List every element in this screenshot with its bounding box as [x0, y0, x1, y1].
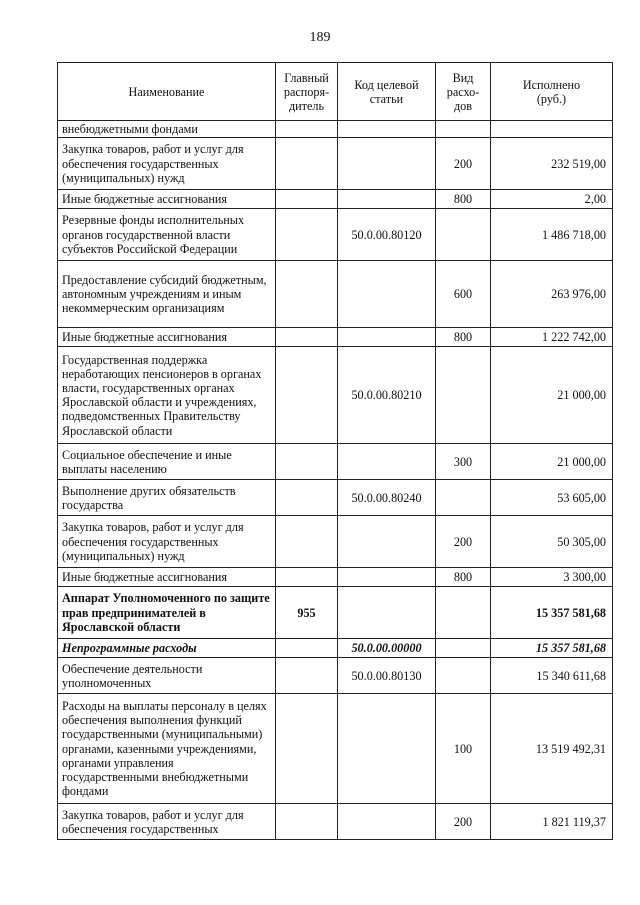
- cell-manager: 955: [276, 587, 338, 639]
- table-row: [58, 347, 613, 444]
- cell-manager: [276, 658, 338, 694]
- cell-name: Резервные фонды исполнительных органов государственной власти субъектов Российской Федерации: [58, 209, 276, 261]
- cell-target-code: [338, 516, 436, 568]
- table-row: [58, 694, 613, 804]
- cell-name: Выполнение других обязательств государства: [58, 480, 276, 516]
- cell-expense-type: 600: [436, 261, 491, 328]
- cell-manager: [276, 261, 338, 328]
- cell-target-code: [338, 694, 436, 804]
- table-row: [58, 480, 613, 516]
- table-row: [58, 328, 613, 347]
- cell-expense-type: 100: [436, 694, 491, 804]
- cell-manager: [276, 516, 338, 568]
- cell-amount: 15 340 611,68: [491, 658, 613, 694]
- table-row: [58, 568, 613, 587]
- cell-target-code: 50.0.00.80210: [338, 347, 436, 444]
- header-target-code-line2: статьи: [369, 91, 404, 106]
- cell-manager: [276, 138, 338, 190]
- cell-expense-type: 800: [436, 568, 491, 587]
- cell-target-code: 50.0.00.80120: [338, 209, 436, 261]
- header-executed-line1: Исполнено: [522, 77, 581, 92]
- cell-expense-type: [436, 209, 491, 261]
- cell-name: внебюджетными фондами: [58, 121, 276, 138]
- cell-name: Закупка товаров, работ и услуг для обеспечения государственных (муниципальных) нужд: [58, 138, 276, 190]
- page-number: 189: [309, 30, 331, 45]
- cell-name: Аппарат Уполномоченного по защите прав предпринимателей в Ярославской области: [58, 587, 276, 639]
- cell-manager: [276, 328, 338, 347]
- table-row: [58, 516, 613, 568]
- cell-amount: 263 976,00: [491, 261, 613, 328]
- cell-amount: 1 821 119,37: [491, 804, 613, 840]
- cell-target-code: 50.0.00.00000: [338, 639, 436, 658]
- cell-target-code: 50.0.00.80240: [338, 480, 436, 516]
- cell-name: Закупка товаров, работ и услуг для обеспечения государственных: [58, 804, 276, 840]
- table-row: [58, 190, 613, 209]
- cell-target-code: [338, 587, 436, 639]
- cell-target-code: [338, 261, 436, 328]
- header-manager-line2: распоря-: [283, 84, 330, 99]
- header-manager: [276, 63, 338, 121]
- cell-expense-type: 300: [436, 444, 491, 480]
- cell-name: Государственная поддержка неработающих пенсионеров в органах власти, государственных органах Ярославской области и учреждениях, подведомственных Правительству Ярославской области: [58, 347, 276, 444]
- cell-name: Расходы на выплаты персоналу в целях обеспечения выполнения функций государственными (муниципальными) органами, казенными учреждениями, органами управления государственными внебюджетными фондами: [58, 694, 276, 804]
- cell-target-code: [338, 328, 436, 347]
- table-row: [58, 209, 613, 261]
- table-row-department: [58, 587, 613, 639]
- cell-target-code: [338, 121, 436, 138]
- header-executed-line2: (руб.): [536, 91, 567, 106]
- cell-manager: [276, 480, 338, 516]
- cell-target-code: [338, 138, 436, 190]
- cell-name: Закупка товаров, работ и услуг для обеспечения государственных (муниципальных) нужд: [58, 516, 276, 568]
- cell-target-code: [338, 568, 436, 587]
- cell-manager: [276, 209, 338, 261]
- table-row: [58, 121, 613, 138]
- cell-expense-type: 200: [436, 516, 491, 568]
- cell-amount: 1 486 718,00: [491, 209, 613, 261]
- cell-amount: 21 000,00: [491, 444, 613, 480]
- cell-name: Обеспечение деятельности уполномоченных: [58, 658, 276, 694]
- cell-manager: [276, 444, 338, 480]
- cell-name: Предоставление субсидий бюджетным, автономным учреждениям и иным некоммерческим организациям: [58, 261, 276, 328]
- table-row: [58, 444, 613, 480]
- table-row: [58, 804, 613, 840]
- cell-manager: [276, 568, 338, 587]
- table-row: [58, 261, 613, 328]
- header-target-code: [338, 63, 436, 121]
- cell-expense-type: 200: [436, 138, 491, 190]
- cell-name: Непрограммные расходы: [58, 639, 276, 658]
- cell-expense-type: 200: [436, 804, 491, 840]
- cell-expense-type: 800: [436, 328, 491, 347]
- cell-target-code: [338, 190, 436, 209]
- header-expense-type: [436, 63, 491, 121]
- table-row-program-total: [58, 639, 613, 658]
- cell-manager: [276, 190, 338, 209]
- cell-target-code: 50.0.00.80130: [338, 658, 436, 694]
- table-row: [58, 138, 613, 190]
- cell-name: Иные бюджетные ассигнования: [58, 328, 276, 347]
- cell-manager: [276, 639, 338, 658]
- cell-name: Социальное обеспечение и иные выплаты населению: [58, 444, 276, 480]
- header-name-text: Наименование: [128, 84, 205, 99]
- header-expense-type-line1: Вид: [452, 70, 474, 85]
- cell-amount: 15 357 581,68: [491, 639, 613, 658]
- header-executed: [491, 63, 613, 121]
- cell-manager: [276, 347, 338, 444]
- header-target-code-line1: Код целевой: [354, 77, 419, 92]
- cell-expense-type: [436, 121, 491, 138]
- cell-expense-type: [436, 639, 491, 658]
- budget-table: [57, 62, 613, 840]
- header-expense-type-line3: дов: [453, 98, 473, 113]
- cell-amount: 3 300,00: [491, 568, 613, 587]
- header-manager-line3: дитель: [288, 98, 325, 113]
- cell-amount: 15 357 581,68: [491, 587, 613, 639]
- cell-amount: [491, 121, 613, 138]
- cell-name: Иные бюджетные ассигнования: [58, 568, 276, 587]
- header-name: [58, 63, 276, 121]
- cell-manager: [276, 694, 338, 804]
- cell-expense-type: [436, 347, 491, 444]
- cell-expense-type: [436, 658, 491, 694]
- table-row: [58, 658, 613, 694]
- cell-amount: 13 519 492,31: [491, 694, 613, 804]
- cell-amount: 2,00: [491, 190, 613, 209]
- cell-manager: [276, 121, 338, 138]
- cell-amount: 50 305,00: [491, 516, 613, 568]
- cell-name: Иные бюджетные ассигнования: [58, 190, 276, 209]
- cell-target-code: [338, 804, 436, 840]
- header-expense-type-line2: расхо-: [446, 84, 480, 99]
- cell-manager: [276, 804, 338, 840]
- cell-expense-type: 800: [436, 190, 491, 209]
- cell-amount: 53 605,00: [491, 480, 613, 516]
- cell-expense-type: [436, 480, 491, 516]
- cell-target-code: [338, 444, 436, 480]
- cell-amount: 232 519,00: [491, 138, 613, 190]
- cell-expense-type: [436, 587, 491, 639]
- cell-amount: 21 000,00: [491, 347, 613, 444]
- header-manager-line1: Главный: [284, 70, 329, 85]
- table-header-row: [58, 63, 613, 121]
- cell-amount: 1 222 742,00: [491, 328, 613, 347]
